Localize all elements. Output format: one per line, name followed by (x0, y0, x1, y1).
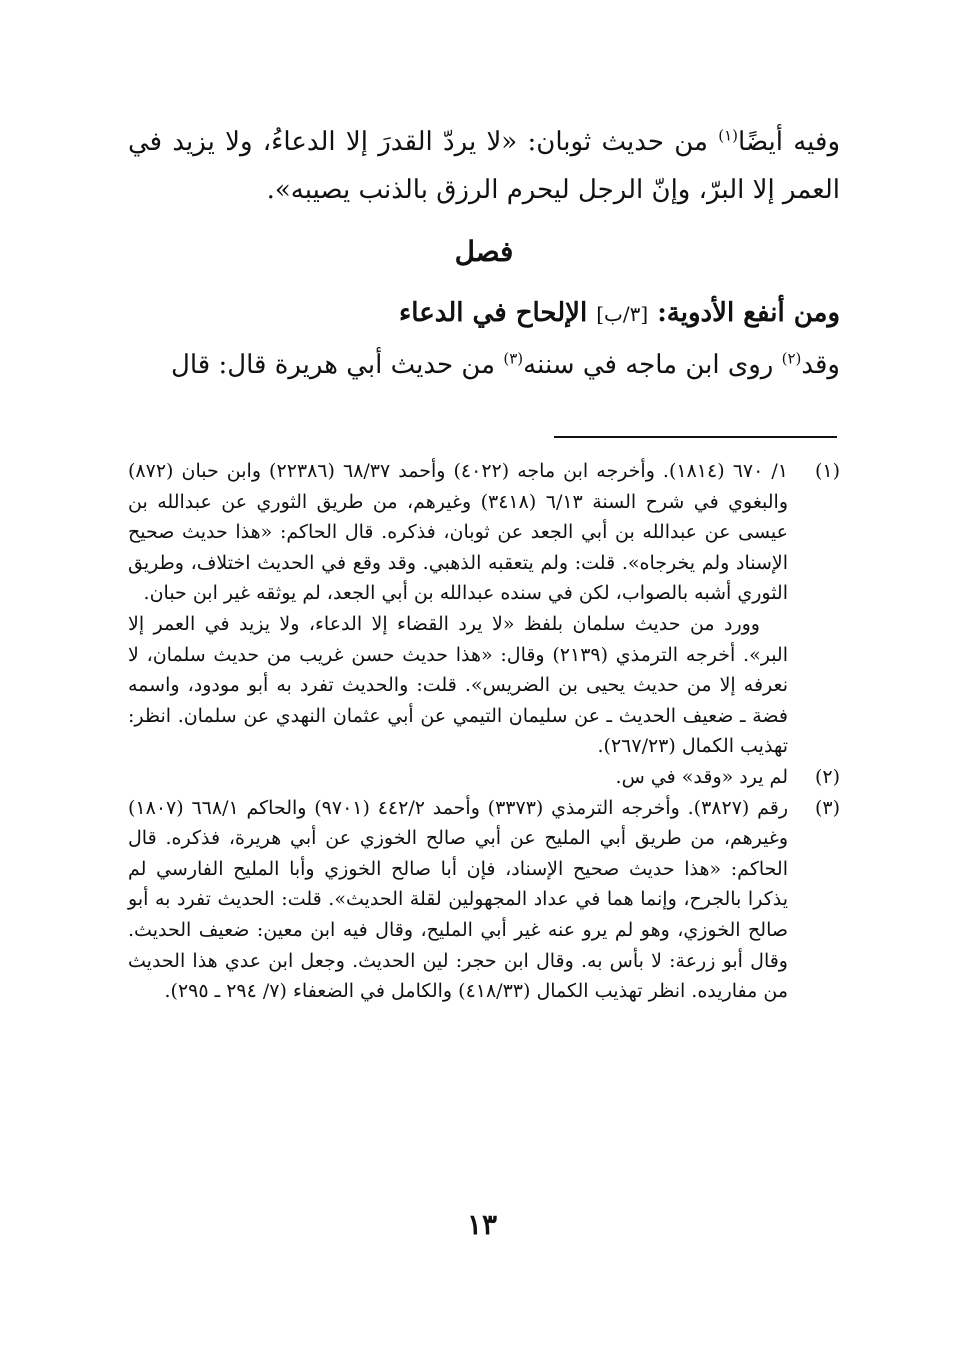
footnote-2 (128, 762, 840, 793)
opening-paragraph (128, 118, 840, 214)
paragraph-text: وقد (801, 350, 840, 380)
paragraph-text: من حديث ثوبان: «لا يردّ القدرَ إلا الدعاءُ، ولا يزيد في العمر إلا البرّ، وإنّ الرجل ليحرم الرزق بالذنب يصيبه». (128, 127, 840, 205)
main-text (128, 118, 840, 389)
paragraph-text: روى ابن ماجه في سننه (523, 350, 782, 380)
footnote-ref-3: (٣) (503, 349, 524, 368)
footnote-separator (554, 436, 837, 438)
subheading (128, 286, 840, 341)
manuscript-folio-marker: [٣/ب] (596, 302, 649, 326)
footnote-body (128, 456, 788, 762)
footnote-paragraph: لم يرد «وقد» في س. (615, 765, 788, 788)
subheading-text: ومن أنفع الأدوية: (648, 298, 840, 328)
footnote-paragraph: ١/ ٦٧٠ (١٨١٤). وأخرجه ابن ماجه (٤٠٢٢) وأحمد ٦٨/٣٧ (٢٢٣٨٦) وابن حبان (٨٧٢) والبغوي في شرح السنة ٦/١٣ (٣٤١٨) وغيرهم، من طريق الثوري عن عبدالله بن عيسى عن عبدالله بن أبي الجعد عن ثوبان، فذكره. قال الحاكم: «هذا حديث صحيح الإسناد ولم يخرجاه». قلت: ولم يتعقبه الذهبي. وقد وقع في الحديث اختلاف، وطريق الثوري أشبه بالصواب، لكن في سنده عبدالله بن أبي الجعد، لم يوثقه غير ابن حبان. (128, 460, 789, 605)
footnote-number: (٢) (814, 765, 840, 788)
footnote-1 (128, 456, 840, 762)
footnote-paragraph: رقم (٣٨٢٧). وأخرجه الترمذي (٣٣٧٣) وأحمد ٤٤٢/٢ (٩٧٠١) والحاكم ٦٦٨/١ (١٨٠٧) وغيرهم، من طريق أبي المليح عن أبي صالح الخوزي عن أبي هريرة، فذكره. قال الحاكم: «هذا حديث صحيح الإسناد، فإن أبا صالح الخوزي وأبا المليح الفارسي لم يذكرا بالجرح، وإنما هما في عداد المجهولين لقلة الحديث». قلت: الحديث تفرد به أبو صالح الخوزي، وهو لم يرو عنه غير أبي المليح، وقال فيه ابن معين: ضعيف الحديث. وقال أبو زرعة: لا بأس به. وقال ابن حجر: لين الحديث. وجعل ابن عدي هذا الحديث من مفاريده. انظر تهذيب الكمال (٤١٨/٣٣) والكامل في الضعفاء (٧/ ٢٩٤ ـ ٢٩٥). (128, 796, 789, 1003)
second-paragraph (128, 341, 840, 389)
footnote-3 (128, 793, 840, 1007)
page-number: ١٣ (466, 1208, 498, 1241)
footnote-body (128, 762, 788, 793)
footnote-number: (١) (814, 460, 840, 482)
footnote-number: (٣) (814, 796, 840, 819)
section-heading: فصل (454, 235, 514, 268)
subheading-text: الإلحاح في الدعاء (399, 298, 597, 328)
footnote-paragraph: وورد من حديث سلمان بلفظ «لا يرد القضاء إلا الدعاء، ولا يزيد في العمر إلا البر». أخرجه الترمذي (٢١٣٩) وقال: «هذا حديث حسن غريب من حديث سلمان، لا نعرفه إلا من حديث يحيى بن الضريس». قلت: والحديث تفرد به أبو مودود، واسمه فضة ـ ضعيف الحديث ـ عن سليمان التيمي عن أبي عثمان النهدي عن سلمان. انظر: تهذيب الكمال (٢٦٧/٢٣). (128, 612, 788, 758)
footnote-ref-2: (٢) (781, 349, 802, 368)
footnotes (128, 456, 840, 1007)
footnote-body (128, 793, 788, 1007)
paragraph-text: وفيه أيضًا (738, 127, 840, 157)
paragraph-text: من حديث أبي هريرة قال: قال (170, 350, 504, 380)
footnote-ref-1: (١) (718, 126, 739, 145)
